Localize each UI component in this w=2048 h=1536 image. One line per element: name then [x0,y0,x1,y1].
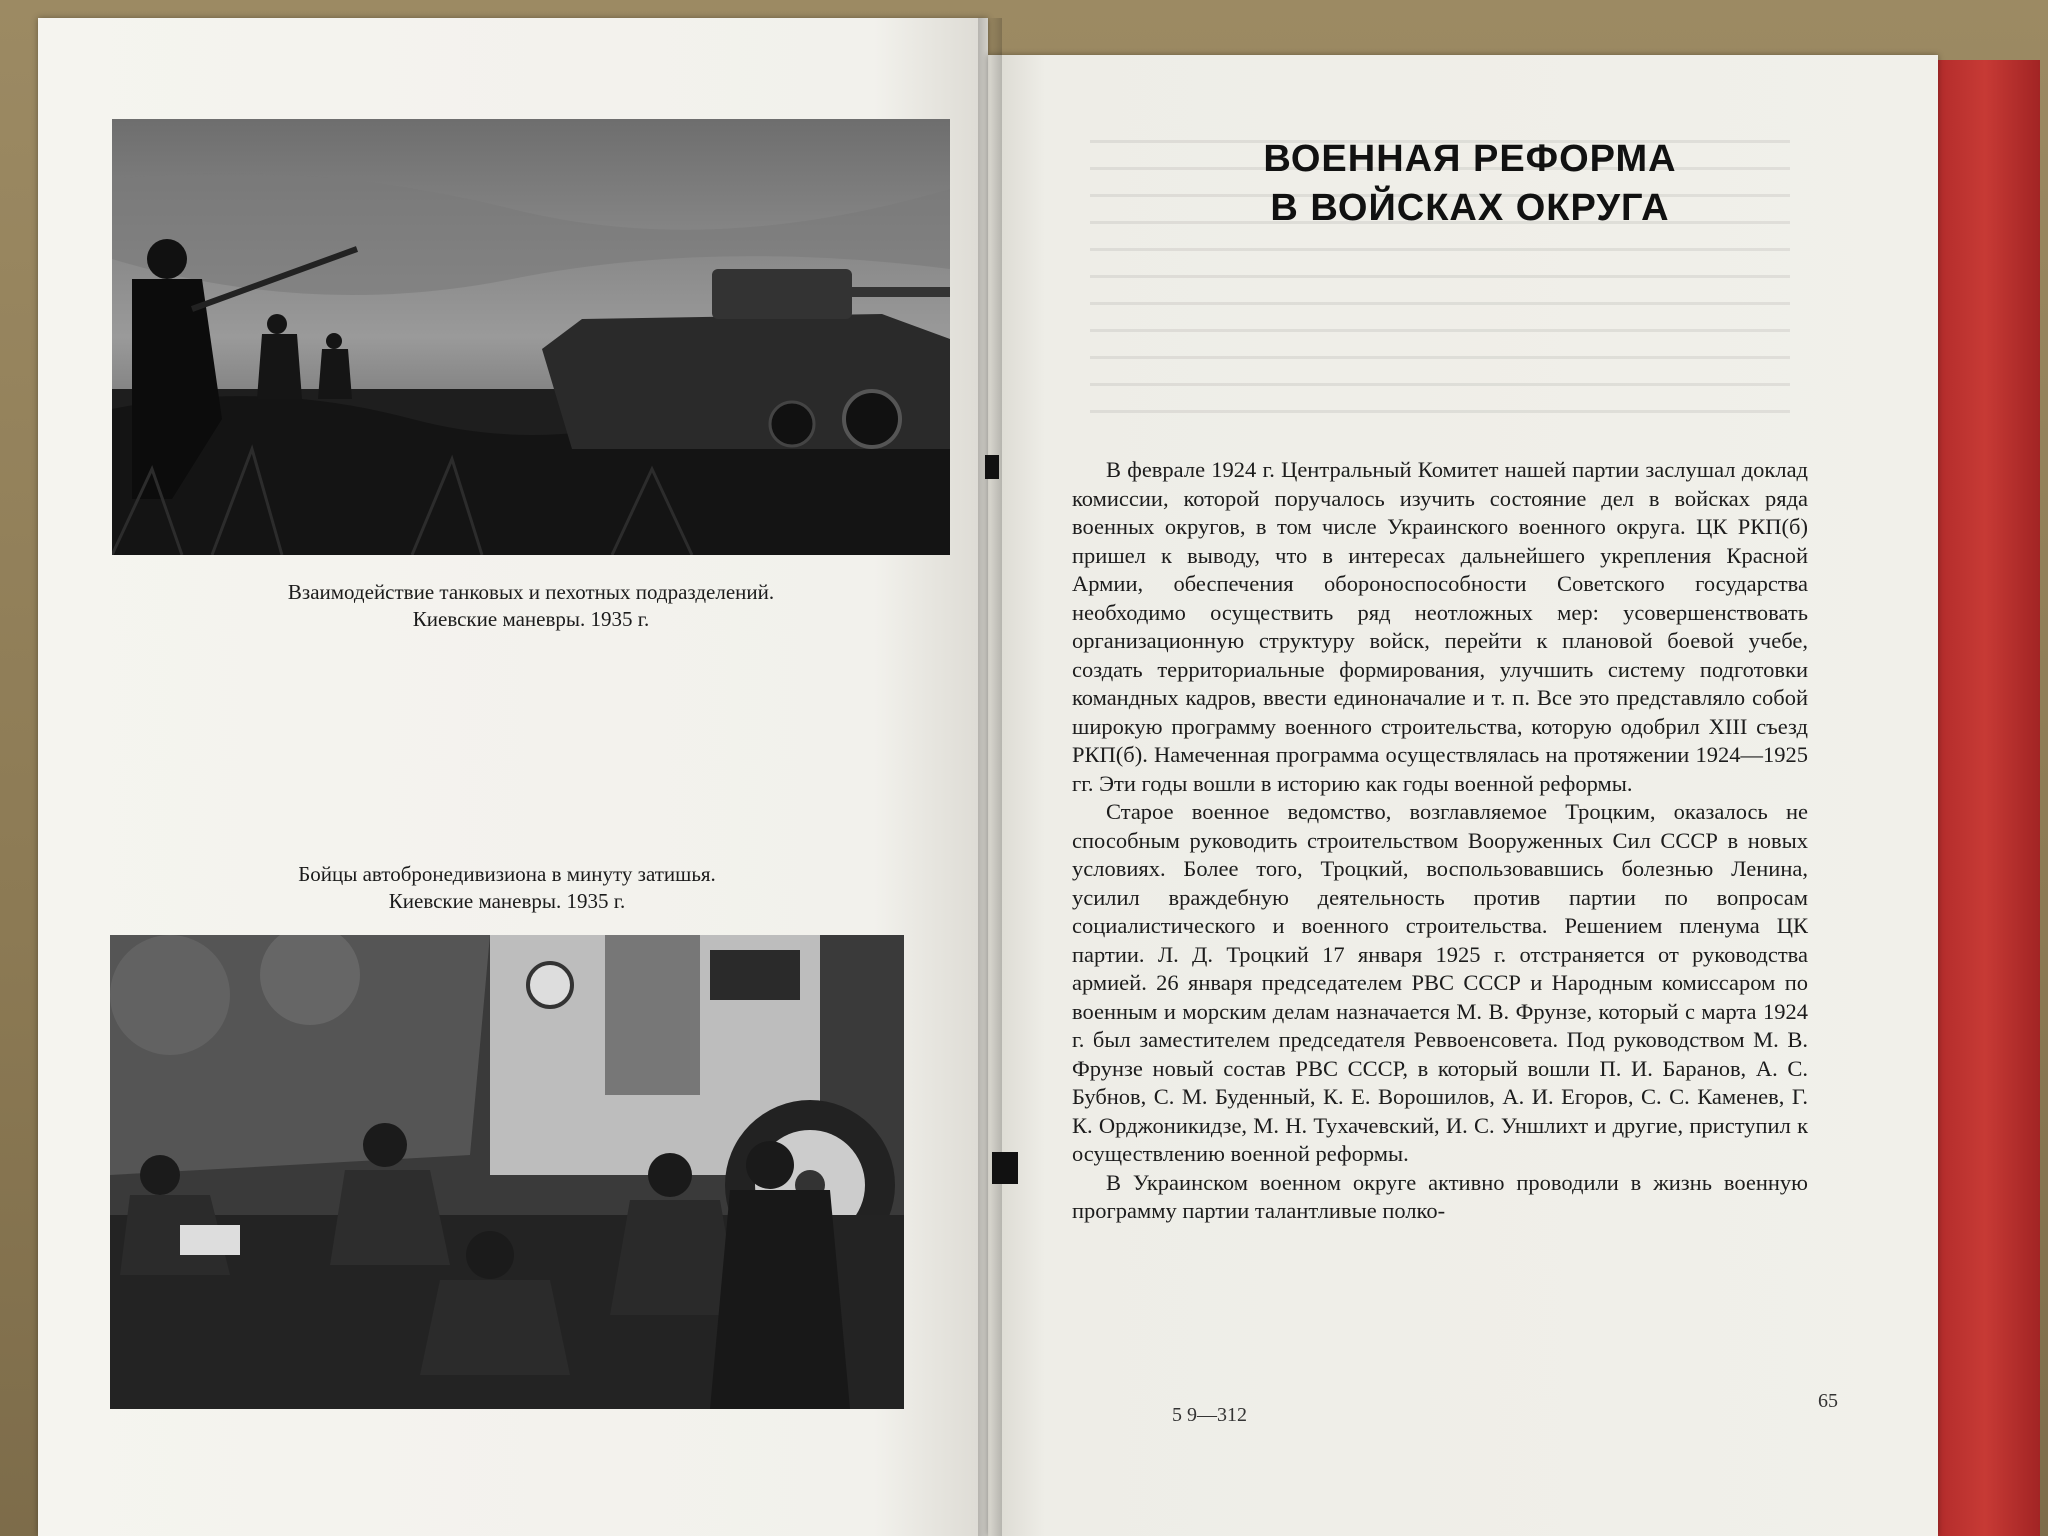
caption-bottom-line1: Бойцы автобронедивизиона в минуту затишья. [298,862,716,886]
caption-bottom-line2: Киевские маневры. 1935 г. [388,889,626,913]
chapter-title-line2: В ВОЙСКАХ ОКРУГА [1270,187,1670,229]
chapter-title-line1: ВОЕННАЯ РЕФОРМА [1263,138,1677,180]
page-number: 65 [1818,1390,1838,1412]
edge-tab-mark [985,455,999,479]
paragraph-3: В Украинском военном округе активно проводили в жизнь военную программу партии талантливые полко- [1072,1169,1808,1223]
caption-top-line2: Киевские маневры. 1935 г. [412,607,650,631]
tank-and-infantry-photo-icon [112,119,950,555]
photo-tank-infantry [112,119,950,555]
paragraph-2: Старое военное ведомство, возглавляемое Троцким, оказалось не способным руководить строительством Вооруженных Сил СССР в новых условиях. Более того, Троцкий, воспользовавшись болезнью Ленина, усилил враждебную деятельность против партии по вопросам социалистического и военного строительства. Решением пленума ЦК партии. Л. Д. Троцкий 17 января 1925 г. отстраняется от руководства армией. 26 января председателем РВС СССР и Народным комиссаром по военным и морским делам назначается М. В. Фрунзе, который с марта 1924 г. был заместителем председателя Реввоенсовета. Под руководством М. В. Фрунзе новый состав РВС СССР, в который вошли П. И. Баранов, А. С. Бубнов, С. М. Буденный, К. Е. Ворошилов, А. И. Егоров, С. С. Каменев, Г. К. Орджоникидзе, М. Н. Тухачевский, И. С. Уншлихт и другие, приступил к осуществлению военной реформы. [1072,799,1808,1166]
book-cover-edge [1930,60,2040,1536]
chapter-title [1200,135,1740,233]
signature-mark: 5 9—312 [1172,1404,1247,1426]
caption-bottom-photo [110,861,904,915]
paragraph-1: В феврале 1924 г. Центральный Комитет нашей партии заслушал доклад комиссии, которой поручалось изучить состояние дел в войсках ряда военных округов, в том числе Украинского военного округа. ЦК РКП(б) пришел к выводу, что в интересах дальнейшего укрепления Красной Армии, обеспечения обороноспособности Советского государства необходимо осуществить ряд неотложных мер: усовершенствовать организационную структуру войск, перейти к плановой боевой учебе, создать территориальные формирования, улучшить систему подготовки командных кадров, ввести единоначалие и т. п. Все это представляло собой широкую программу военного строительства, которую одобрил XIII съезд РКП(б). Намеченная программа осуществлялась на протяжении 1924—1925 гг. Эти годы вошли в историю как годы военной реформы. [1072,457,1808,796]
photo-armored-car-soldiers [110,935,904,1409]
armored-car-soldiers-photo-icon [110,935,904,1409]
book-gutter [978,18,1002,1536]
caption-top-line1: Взаимодействие танковых и пехотных подразделений. [287,580,775,604]
body-text [1072,456,1808,1226]
edge-tab-mark-lower [992,1152,1018,1184]
caption-top-photo [112,579,950,633]
